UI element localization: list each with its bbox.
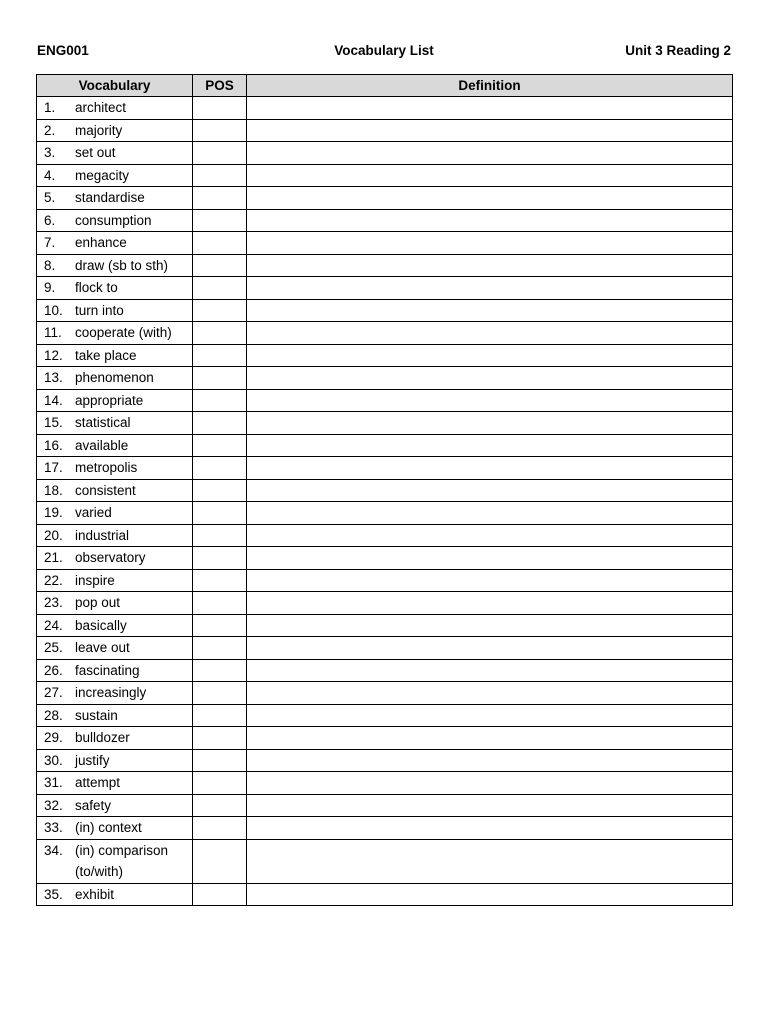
item-number: 30. [44, 752, 63, 768]
table-row [37, 232, 733, 255]
pos-cell[interactable] [193, 322, 247, 345]
table-row [37, 209, 733, 232]
table-row [37, 749, 733, 772]
vocabulary-cell [37, 164, 193, 187]
vocabulary-cell [37, 209, 193, 232]
item-number: 34. [44, 842, 63, 858]
table-row [37, 367, 733, 390]
vocabulary-term: architect [75, 100, 127, 115]
table-row [37, 434, 733, 457]
item-number: 18. [44, 482, 63, 498]
vocabulary-term: standardise [75, 190, 145, 205]
vocabulary-term: turn into [75, 302, 124, 318]
item-number: 4. [44, 167, 56, 183]
definition-cell[interactable] [247, 883, 733, 906]
item-number: 2. [44, 122, 56, 138]
table-row [37, 164, 733, 187]
item-number: 23. [44, 595, 63, 610]
pos-cell[interactable] [193, 569, 247, 592]
document-title: Vocabulary List [334, 43, 434, 58]
vocabulary-cell [37, 434, 193, 457]
definition-cell[interactable] [247, 682, 733, 705]
definition-cell[interactable] [247, 547, 733, 570]
vocabulary-term: justify [75, 752, 110, 768]
definition-cell[interactable] [247, 344, 733, 367]
vocabulary-cell [37, 547, 193, 570]
definition-cell[interactable] [247, 704, 733, 727]
definition-cell[interactable] [247, 727, 733, 750]
vocabulary-cell [37, 119, 193, 142]
definition-cell[interactable] [247, 772, 733, 795]
item-number: 10. [44, 302, 63, 318]
table-row [37, 704, 733, 727]
item-number: 11. [44, 325, 62, 340]
vocabulary-cell [37, 883, 193, 906]
item-number: 29. [44, 730, 63, 745]
vocabulary-term: fascinating [75, 662, 140, 678]
pos-cell[interactable] [193, 232, 247, 255]
item-number: 7. [44, 235, 56, 250]
item-number: 35. [44, 886, 63, 902]
table-row [37, 502, 733, 525]
item-number: 20. [44, 527, 63, 543]
vocabulary-term: bulldozer [75, 730, 130, 745]
vocabulary-cell [37, 682, 193, 705]
pos-cell[interactable] [193, 434, 247, 457]
vocabulary-term: megacity [75, 167, 130, 183]
item-number: 6. [44, 212, 56, 228]
definition-cell[interactable] [247, 97, 733, 120]
vocabulary-term: varied [75, 505, 112, 520]
item-number: 13. [44, 370, 63, 385]
pos-cell[interactable] [193, 254, 247, 277]
unit-label: Unit 3 Reading 2 [625, 43, 731, 58]
vocabulary-term: industrial [75, 527, 130, 543]
vocabulary-cell [37, 839, 193, 883]
pos-cell[interactable] [193, 142, 247, 165]
pos-cell[interactable] [193, 277, 247, 300]
vocabulary-cell [37, 749, 193, 772]
definition-cell[interactable] [247, 209, 733, 232]
definition-cell[interactable] [247, 142, 733, 165]
definition-cell[interactable] [247, 614, 733, 637]
table-row [37, 682, 733, 705]
vocabulary-cell [37, 187, 193, 210]
vocabulary-cell [37, 794, 193, 817]
vocabulary-term: consistent [75, 482, 136, 498]
definition-cell[interactable] [247, 502, 733, 525]
definition-cell[interactable] [247, 457, 733, 480]
table-header-row [37, 75, 733, 97]
definition-cell[interactable] [247, 232, 733, 255]
item-number: 5. [44, 190, 56, 205]
item-number: 1. [44, 100, 56, 115]
definition-cell[interactable] [247, 524, 733, 547]
vocabulary-term: consumption [75, 212, 152, 228]
definition-cell[interactable] [247, 434, 733, 457]
definition-cell[interactable] [247, 637, 733, 660]
pos-cell[interactable] [193, 209, 247, 232]
table-row [37, 254, 733, 277]
table-row [37, 839, 733, 883]
item-number: 14. [44, 392, 63, 408]
definition-cell[interactable] [247, 254, 733, 277]
vocabulary-term: cooperate (with) [75, 325, 172, 340]
pos-cell[interactable] [193, 299, 247, 322]
definition-cell[interactable] [247, 749, 733, 772]
vocabulary-cell [37, 389, 193, 412]
pos-cell[interactable] [193, 659, 247, 682]
vocabulary-cell [37, 232, 193, 255]
pos-cell[interactable] [193, 97, 247, 120]
item-number: 26. [44, 662, 63, 678]
table-row [37, 389, 733, 412]
vocabulary-term: increasingly [75, 685, 147, 700]
vocabulary-term: sustain [75, 707, 118, 723]
vocabulary-term: safety [75, 797, 112, 813]
vocabulary-cell [37, 727, 193, 750]
pos-cell[interactable] [193, 524, 247, 547]
item-number: 24. [44, 617, 63, 633]
vocabulary-cell [37, 412, 193, 435]
table-row [37, 727, 733, 750]
vocabulary-cell [37, 457, 193, 480]
definition-cell[interactable] [247, 164, 733, 187]
vocabulary-cell [37, 277, 193, 300]
definition-cell[interactable] [247, 659, 733, 682]
vocabulary-cell [37, 637, 193, 660]
item-number: 19. [44, 505, 63, 520]
pos-cell[interactable] [193, 592, 247, 615]
column-header-pos: POS [193, 75, 247, 97]
vocabulary-term: majority [75, 122, 123, 138]
table-row [37, 547, 733, 570]
pos-cell[interactable] [193, 637, 247, 660]
definition-cell[interactable] [247, 817, 733, 840]
definition-cell[interactable] [247, 412, 733, 435]
table-row [37, 524, 733, 547]
table-row [37, 412, 733, 435]
vocabulary-term: phenomenon [75, 370, 154, 385]
pos-cell[interactable] [193, 479, 247, 502]
vocabulary-term: inspire [75, 572, 115, 588]
vocabulary-cell [37, 344, 193, 367]
item-number: 16. [44, 437, 63, 453]
item-number: 9. [44, 280, 56, 295]
vocabulary-cell [37, 659, 193, 682]
vocabulary-term: take place [75, 347, 137, 363]
table-row [37, 772, 733, 795]
table-row [37, 344, 733, 367]
vocabulary-cell [37, 97, 193, 120]
vocabulary-cell [37, 502, 193, 525]
table-row [37, 457, 733, 480]
vocabulary-term: leave out [75, 640, 130, 655]
vocabulary-cell [37, 254, 193, 277]
table-row [37, 883, 733, 906]
pos-cell[interactable] [193, 727, 247, 750]
definition-cell[interactable] [247, 839, 733, 883]
definition-cell[interactable] [247, 569, 733, 592]
vocabulary-term: attempt [75, 775, 121, 790]
pos-cell[interactable] [193, 389, 247, 412]
vocabulary-term: draw (sb to sth) [75, 257, 169, 273]
vocabulary-cell [37, 592, 193, 615]
vocabulary-cell [37, 479, 193, 502]
table-row [37, 142, 733, 165]
vocabulary-cell [37, 524, 193, 547]
vocabulary-cell [37, 817, 193, 840]
course-code: ENG001 [37, 43, 89, 58]
table-row [37, 659, 733, 682]
table-row [37, 614, 733, 637]
vocabulary-term: (in) comparison (to/with) [75, 842, 169, 879]
item-number: 12. [44, 347, 63, 363]
item-number: 17. [44, 460, 63, 475]
vocabulary-term: enhance [75, 235, 127, 250]
vocabulary-cell [37, 367, 193, 390]
vocabulary-term: statistical [75, 415, 131, 430]
table-row [37, 794, 733, 817]
item-number: 22. [44, 572, 63, 588]
table-row [37, 322, 733, 345]
vocabulary-cell [37, 569, 193, 592]
table-row [37, 277, 733, 300]
pos-cell[interactable] [193, 749, 247, 772]
vocabulary-cell [37, 614, 193, 637]
vocabulary-table [36, 74, 733, 906]
item-number: 27. [44, 685, 63, 700]
pos-cell[interactable] [193, 883, 247, 906]
pos-cell[interactable] [193, 817, 247, 840]
vocabulary-term: observatory [75, 550, 146, 565]
definition-cell[interactable] [247, 479, 733, 502]
vocabulary-term: basically [75, 617, 127, 633]
definition-cell[interactable] [247, 187, 733, 210]
pos-cell[interactable] [193, 502, 247, 525]
vocabulary-term: (in) context [75, 820, 142, 835]
definition-cell[interactable] [247, 119, 733, 142]
vocabulary-cell [37, 772, 193, 795]
vocabulary-cell [37, 704, 193, 727]
pos-cell[interactable] [193, 164, 247, 187]
pos-cell[interactable] [193, 682, 247, 705]
pos-cell[interactable] [193, 772, 247, 795]
definition-cell[interactable] [247, 299, 733, 322]
pos-cell[interactable] [193, 457, 247, 480]
definition-cell[interactable] [247, 322, 733, 345]
table-body [37, 97, 733, 906]
definition-cell[interactable] [247, 794, 733, 817]
definition-cell[interactable] [247, 389, 733, 412]
pos-cell[interactable] [193, 412, 247, 435]
vocabulary-term: available [75, 437, 129, 453]
vocabulary-cell [37, 299, 193, 322]
pos-cell[interactable] [193, 367, 247, 390]
item-number: 3. [44, 145, 56, 160]
table-row [37, 592, 733, 615]
pos-cell[interactable] [193, 344, 247, 367]
vocabulary-cell [37, 142, 193, 165]
pos-cell[interactable] [193, 547, 247, 570]
definition-cell[interactable] [247, 592, 733, 615]
table-row [37, 119, 733, 142]
pos-cell[interactable] [193, 187, 247, 210]
table-row [37, 187, 733, 210]
vocabulary-term: pop out [75, 595, 121, 610]
table-row [37, 817, 733, 840]
item-number: 25. [44, 640, 63, 655]
page-header [37, 43, 731, 63]
item-number: 8. [44, 257, 56, 273]
item-number: 28. [44, 707, 63, 723]
item-number: 21. [44, 550, 63, 565]
item-number: 32. [44, 797, 63, 813]
vocabulary-cell [37, 322, 193, 345]
item-number: 33. [44, 820, 63, 835]
table-row [37, 637, 733, 660]
pos-cell[interactable] [193, 614, 247, 637]
definition-cell[interactable] [247, 367, 733, 390]
pos-cell[interactable] [193, 119, 247, 142]
vocabulary-term: exhibit [75, 886, 115, 902]
definition-cell[interactable] [247, 277, 733, 300]
pos-cell[interactable] [193, 704, 247, 727]
pos-cell[interactable] [193, 839, 247, 883]
item-number: 15. [44, 415, 63, 430]
vocabulary-term: appropriate [75, 392, 144, 408]
table-row [37, 479, 733, 502]
column-header-definition: Definition [247, 75, 733, 97]
column-header-vocabulary: Vocabulary [37, 75, 193, 97]
vocabulary-term: flock to [75, 280, 118, 295]
table-row [37, 569, 733, 592]
table-row [37, 299, 733, 322]
vocabulary-term: metropolis [75, 460, 138, 475]
table-row [37, 97, 733, 120]
vocabulary-term: set out [75, 145, 116, 160]
pos-cell[interactable] [193, 794, 247, 817]
item-number: 31. [44, 775, 63, 790]
